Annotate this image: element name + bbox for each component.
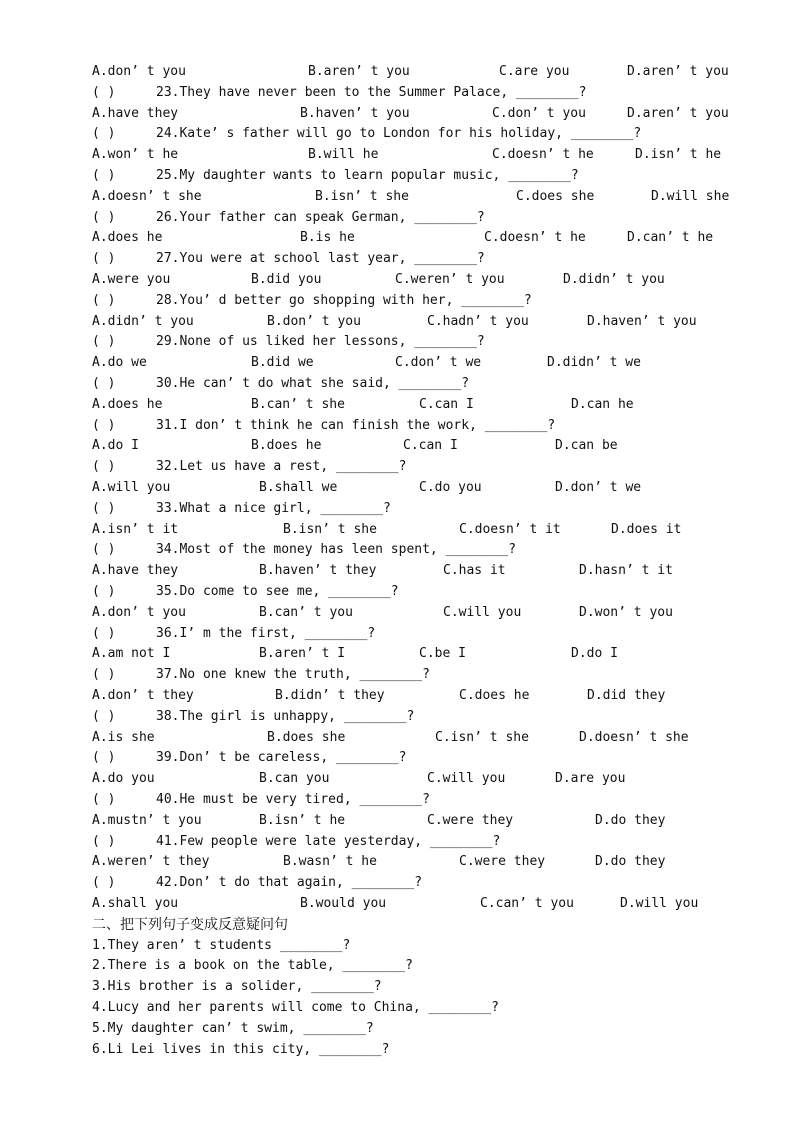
option-c[interactable]: C.hadn’ t you bbox=[427, 313, 529, 329]
question-text: 24.Kate’ s father will go to London for his holiday, ________? bbox=[156, 126, 642, 142]
option-b[interactable]: B.can’ t you bbox=[259, 604, 353, 620]
option-a[interactable]: A.do I bbox=[92, 438, 139, 454]
option-c[interactable]: C.doesn’ t he bbox=[484, 230, 586, 246]
transform-sentence: 6.Li Lei lives in this city, ________? bbox=[92, 1041, 390, 1057]
option-a[interactable]: A.doesn’ t she bbox=[92, 188, 202, 204]
answer-blank[interactable]: ( ) bbox=[92, 84, 116, 100]
section-heading: 二、把下列句子变成反意疑问句 bbox=[92, 916, 288, 933]
option-b[interactable]: B.can’ t she bbox=[251, 396, 345, 412]
option-b[interactable]: B.will he bbox=[308, 147, 379, 163]
answer-blank[interactable]: ( ) bbox=[92, 417, 116, 433]
option-b[interactable]: B.did we bbox=[251, 355, 314, 371]
option-c[interactable]: C.were they bbox=[427, 812, 514, 828]
option-a[interactable]: A.will you bbox=[92, 480, 171, 495]
option-c[interactable]: C.were they bbox=[459, 854, 546, 870]
option-a[interactable]: A.didn’ t you bbox=[92, 313, 194, 329]
option-c[interactable]: C.do you bbox=[419, 480, 482, 495]
option-d[interactable]: D.does it bbox=[611, 521, 682, 537]
question-text: 36.I’ m the first, ________? bbox=[156, 625, 376, 641]
answer-blank[interactable]: ( ) bbox=[92, 584, 116, 599]
option-c[interactable]: C.does she bbox=[516, 188, 595, 204]
option-c[interactable]: C.will you bbox=[427, 771, 506, 787]
option-d[interactable]: D.aren’ t you bbox=[627, 64, 729, 79]
option-b[interactable]: B.isn’ t she bbox=[283, 521, 377, 537]
option-c[interactable]: C.can’ t you bbox=[480, 896, 574, 911]
question-text: 40.He must be very tired, ________? bbox=[156, 792, 430, 807]
option-d[interactable]: D.can be bbox=[555, 438, 618, 454]
option-c[interactable]: C.doesn’ t he bbox=[492, 147, 594, 163]
question-text: 41.Few people were late yesterday, ________? bbox=[156, 833, 501, 849]
option-d[interactable]: D.will you bbox=[620, 896, 699, 911]
transform-sentence: 3.His brother is a solider, ________? bbox=[92, 979, 382, 995]
answer-blank[interactable]: ( ) bbox=[92, 542, 116, 558]
option-d[interactable]: D.hasn’ t it bbox=[579, 563, 673, 579]
option-a[interactable]: A.is she bbox=[92, 729, 155, 745]
option-a[interactable]: A.am not I bbox=[92, 646, 171, 662]
option-b[interactable]: B.can you bbox=[259, 771, 330, 787]
answer-blank[interactable]: ( ) bbox=[92, 209, 116, 225]
transform-sentence: 2.There is a book on the table, ________? bbox=[92, 958, 413, 974]
option-c[interactable]: C.doesn’ t it bbox=[459, 521, 561, 537]
option-a[interactable]: A.does he bbox=[92, 396, 163, 412]
option-c[interactable]: C.don’ t we bbox=[395, 355, 482, 371]
option-a[interactable]: A.have they bbox=[92, 105, 179, 121]
option-d[interactable]: D.will she bbox=[651, 188, 730, 204]
answer-blank[interactable]: ( ) bbox=[92, 251, 116, 267]
option-b[interactable]: B.wasn’ t he bbox=[283, 854, 377, 870]
option-b[interactable]: B.shall we bbox=[259, 480, 338, 495]
option-d[interactable]: D.didn’ t you bbox=[563, 272, 665, 287]
answer-blank[interactable]: ( ) bbox=[92, 292, 116, 308]
option-d[interactable]: D.do they bbox=[595, 854, 666, 870]
option-b[interactable]: B.does she bbox=[267, 729, 346, 745]
option-b[interactable]: B.isn’ t he bbox=[259, 812, 346, 828]
question-text: 42.Don’ t do that again, ________? bbox=[156, 875, 423, 891]
option-a[interactable]: A.don’ t you bbox=[92, 64, 186, 79]
answer-blank[interactable]: ( ) bbox=[92, 500, 116, 516]
option-c[interactable]: C.can I bbox=[419, 396, 474, 412]
option-c[interactable]: C.will you bbox=[443, 604, 522, 620]
answer-blank[interactable]: ( ) bbox=[92, 833, 116, 849]
option-d[interactable]: D.won’ t you bbox=[579, 604, 673, 620]
question-text: 31.I don’ t think he can finish the work, ________? bbox=[156, 417, 556, 433]
question-text: 34.Most of the money has leen spent, ________? bbox=[156, 542, 517, 558]
question-text: 38.The girl is unhappy, ________? bbox=[156, 708, 415, 724]
answer-blank[interactable]: ( ) bbox=[92, 334, 116, 350]
option-a[interactable]: A.isn’ t it bbox=[92, 521, 179, 537]
option-b[interactable]: B.don’ t you bbox=[267, 313, 361, 329]
option-d[interactable]: D.did they bbox=[587, 688, 666, 703]
option-a[interactable]: A.were you bbox=[92, 272, 171, 287]
question-text: 26.Your father can speak German, ________? bbox=[156, 209, 485, 225]
option-a[interactable]: A.does he bbox=[92, 230, 163, 246]
question-text: 35.Do come to see me, ________? bbox=[156, 584, 399, 599]
option-d[interactable]: D.haven’ t you bbox=[587, 313, 697, 329]
option-d[interactable]: D.didn’ t we bbox=[547, 355, 641, 371]
option-d[interactable]: D.can he bbox=[571, 396, 634, 412]
question-text: 25.My daughter wants to learn popular music, ________? bbox=[156, 168, 579, 183]
option-d[interactable]: D.are you bbox=[555, 771, 626, 787]
question-text: 37.No one knew the truth, ________? bbox=[156, 667, 430, 683]
answer-blank[interactable]: ( ) bbox=[92, 750, 116, 766]
option-d[interactable]: D.do they bbox=[595, 812, 666, 828]
answer-blank[interactable]: ( ) bbox=[92, 875, 116, 891]
answer-blank[interactable]: ( ) bbox=[92, 126, 116, 142]
answer-blank[interactable]: ( ) bbox=[92, 708, 116, 724]
question-text: 33.What a nice girl, ________? bbox=[156, 500, 391, 516]
option-a[interactable]: A.weren’ t they bbox=[92, 854, 210, 870]
option-a[interactable]: A.mustn’ t you bbox=[92, 812, 202, 828]
question-text: 39.Don’ t be careless, ________? bbox=[156, 750, 407, 766]
option-c[interactable]: C.be I bbox=[419, 646, 466, 662]
option-a[interactable]: A.do you bbox=[92, 771, 155, 787]
option-b[interactable]: B.haven’ t they bbox=[259, 563, 377, 579]
option-c[interactable]: C.weren’ t you bbox=[395, 272, 505, 287]
option-d[interactable]: D.can’ t he bbox=[627, 230, 714, 246]
option-b[interactable]: B.haven’ t you bbox=[300, 105, 410, 121]
option-a[interactable]: A.have they bbox=[92, 563, 179, 579]
option-d[interactable]: D.do I bbox=[571, 646, 618, 662]
question-text: 29.None of us liked her lessons, ________? bbox=[156, 334, 485, 350]
option-a[interactable]: A.do we bbox=[92, 355, 147, 371]
answer-blank[interactable]: ( ) bbox=[92, 625, 116, 641]
option-d[interactable]: D.doesn’ t she bbox=[579, 729, 689, 745]
option-b[interactable]: B.aren’ t you bbox=[308, 64, 410, 79]
option-b[interactable]: B.aren’ t I bbox=[259, 646, 346, 662]
option-b[interactable]: B.isn’ t she bbox=[315, 188, 409, 204]
question-text: 27.You were at school last year, ________? bbox=[156, 251, 485, 267]
question-text: 30.He can’ t do what she said, ________? bbox=[156, 376, 470, 391]
option-c[interactable]: C.can I bbox=[403, 438, 458, 454]
option-b[interactable]: B.did you bbox=[251, 272, 322, 287]
option-a[interactable]: A.won’ t he bbox=[92, 147, 179, 163]
transform-sentence: 1.They aren’ t students ________? bbox=[92, 937, 351, 953]
option-b[interactable]: B.didn’ t they bbox=[275, 688, 385, 703]
option-c[interactable]: C.does he bbox=[459, 688, 530, 703]
option-b[interactable]: B.does he bbox=[251, 438, 322, 454]
option-b[interactable]: B.would you bbox=[300, 896, 387, 911]
option-c[interactable]: C.isn’ t she bbox=[435, 729, 529, 745]
transform-sentence: 5.My daughter can’ t swim, ________? bbox=[92, 1020, 374, 1036]
answer-blank[interactable]: ( ) bbox=[92, 168, 116, 183]
option-d[interactable]: D.don’ t we bbox=[555, 480, 642, 495]
question-text: 28.You’ d better go shopping with her, ________? bbox=[156, 292, 532, 308]
option-b[interactable]: B.is he bbox=[300, 230, 355, 246]
transform-sentence: 4.Lucy and her parents will come to China, ________? bbox=[92, 1000, 499, 1015]
option-a[interactable]: A.don’ t you bbox=[92, 604, 186, 620]
option-c[interactable]: C.are you bbox=[499, 64, 570, 79]
answer-blank[interactable]: ( ) bbox=[92, 667, 116, 683]
option-d[interactable]: D.aren’ t you bbox=[627, 105, 729, 121]
option-a[interactable]: A.shall you bbox=[92, 896, 179, 911]
answer-blank[interactable]: ( ) bbox=[92, 459, 116, 475]
question-text: 23.They have never been to the Summer Palace, ________? bbox=[156, 84, 587, 100]
question-text: 32.Let us have a rest, ________? bbox=[156, 459, 407, 475]
answer-blank[interactable]: ( ) bbox=[92, 376, 116, 391]
option-d[interactable]: D.isn’ t he bbox=[635, 147, 722, 163]
option-c[interactable]: C.don’ t you bbox=[492, 105, 586, 121]
answer-blank[interactable]: ( ) bbox=[92, 792, 116, 807]
option-a[interactable]: A.don’ t they bbox=[92, 688, 194, 703]
option-c[interactable]: C.has it bbox=[443, 563, 506, 579]
